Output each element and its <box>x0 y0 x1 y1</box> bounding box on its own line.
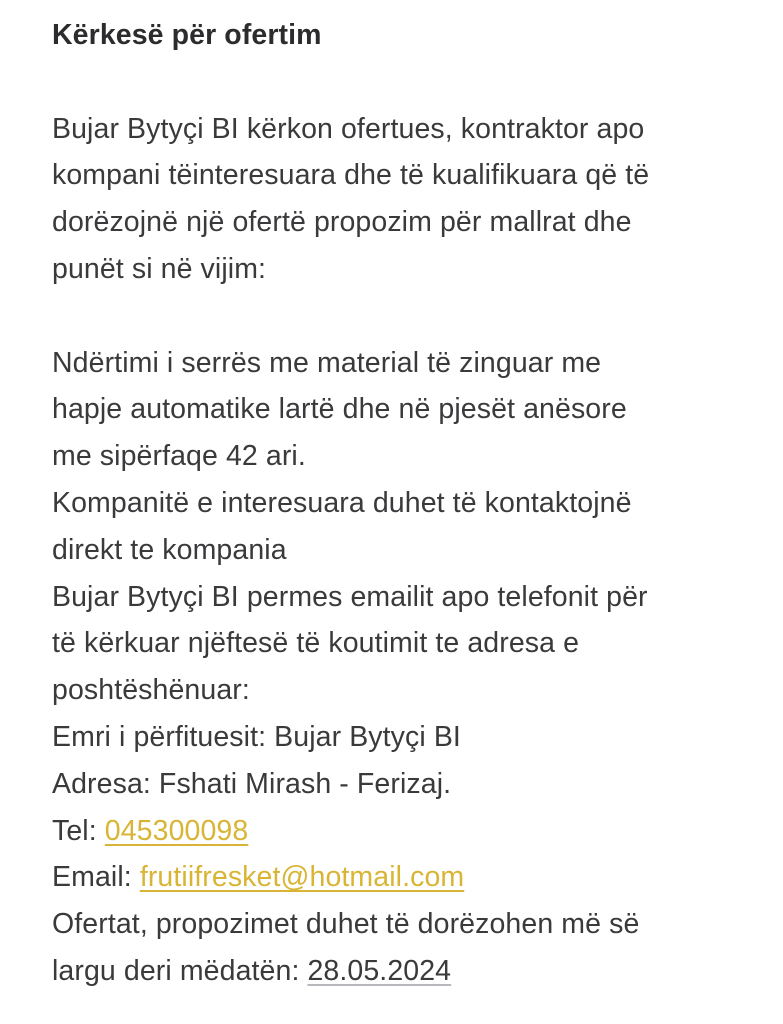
phone-link[interactable]: 045300098 <box>104 814 249 847</box>
note-title: Kërkesë për ofertim <box>52 19 322 51</box>
deadline-date[interactable]: 28.05.2024 <box>307 954 452 987</box>
tel-label: Tel: <box>52 814 105 847</box>
body-line: Kompanitë e interesuara duhet të kontaktojnë <box>52 486 632 519</box>
body-line: Ndërtimi i serrës me material të zinguar me <box>52 346 602 379</box>
deadline-line: Ofertat, propozimet duhet të dorëzohen më së <box>52 908 640 941</box>
body-line: poshtëshënuar: <box>52 674 250 707</box>
beneficiary-line: Emri i përfituesit: Bujar Bytyçi BI <box>52 720 461 753</box>
note-content <box>52 12 752 995</box>
blank-line <box>52 59 752 106</box>
email-label: Email: <box>52 861 140 894</box>
address-line: Adresa: Fshati Mirash - Ferizaj. <box>52 767 452 800</box>
tel-line <box>52 808 752 855</box>
blank-line <box>52 293 752 340</box>
body-line: direkt te kompania <box>52 533 287 566</box>
email-link[interactable]: frutiifresket@hotmail.com <box>139 861 465 894</box>
body-line: me sipërfaqe 42 ari. <box>52 440 306 473</box>
deadline-date-line <box>52 948 752 995</box>
body-line: të kërkuar njëftesë të koutimit te adresa e <box>52 627 580 660</box>
body-line: hapje automatike lartë dhe në pjesët anësore <box>52 393 627 426</box>
intro-line: punët si në vijim: <box>52 252 267 285</box>
email-line <box>52 854 752 901</box>
intro-line: dorëzojnë një ofertë propozim për mallrat dhe <box>52 206 632 239</box>
intro-line: Bujar Bytyçi BI kërkon ofertues, kontraktor apo <box>52 112 645 145</box>
body-line: Bujar Bytyçi BI permes emailit apo telefonit për <box>52 580 648 613</box>
intro-line: kompani tëinteresuara dhe të kualifikuara që të <box>52 159 650 192</box>
deadline-prefix: largu deri mëdatën: <box>52 954 308 987</box>
